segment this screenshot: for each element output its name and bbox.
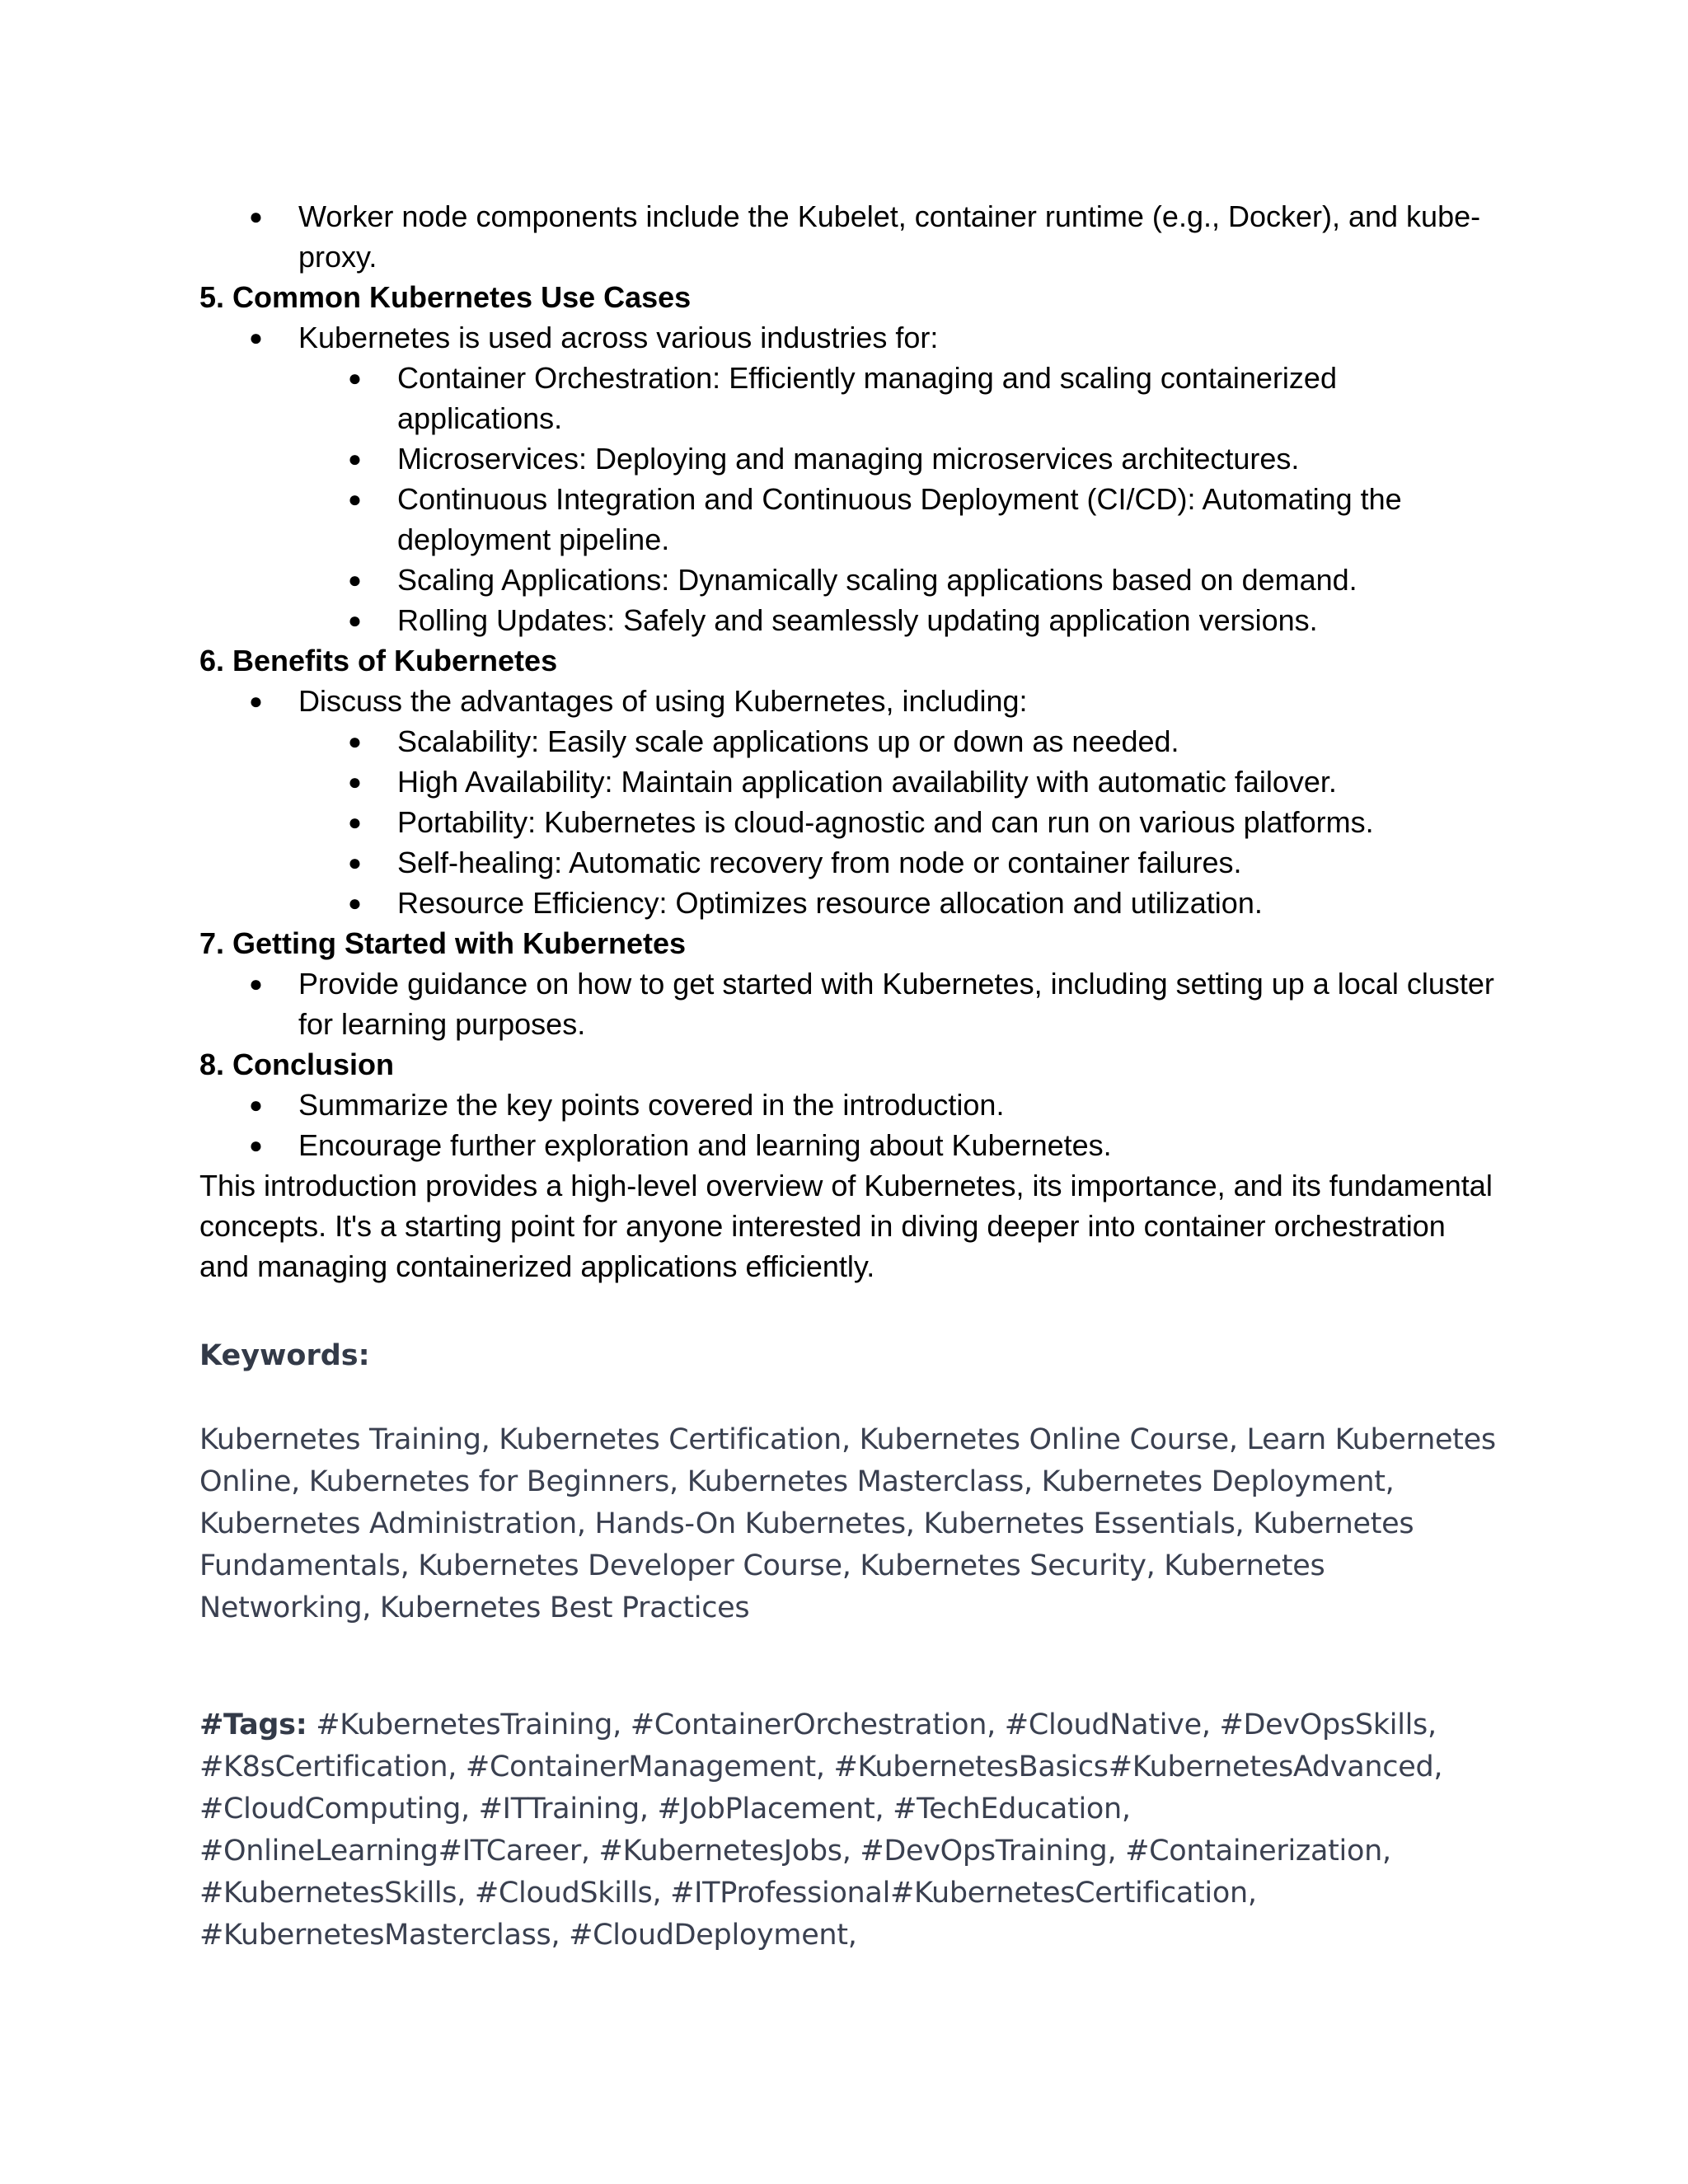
bullet-icon: ● (348, 809, 362, 835)
list-item (199, 600, 1502, 640)
list-item-text: Continuous Integration and Continuous Deployment (CI/CD): Automating the deployment pipeline. (397, 482, 1402, 556)
document-body (199, 196, 1502, 1286)
bullet-icon: ● (249, 971, 263, 996)
section-6-list (199, 681, 1502, 721)
bullet-icon: ● (348, 890, 362, 916)
list-item (199, 479, 1502, 560)
tags-paragraph (199, 1704, 1502, 1957)
list-item (199, 1085, 1502, 1125)
bullet-icon: ● (348, 729, 362, 754)
bullet-icon: ● (348, 365, 362, 391)
list-item-text: Scaling Applications: Dynamically scaling applications based on demand. (397, 563, 1357, 597)
section-8-list (199, 1085, 1502, 1165)
list-item-text: Self-healing: Automatic recovery from node or container failures. (397, 846, 1242, 879)
bullet-icon: ● (348, 486, 362, 512)
list-item-text: Kubernetes is used across various industries for: (298, 321, 939, 354)
bullet-icon: ● (249, 688, 263, 714)
section-heading-8: 8. Conclusion (199, 1047, 395, 1081)
list-item (199, 721, 1502, 762)
list-item-text: Microservices: Deploying and managing microservices architectures. (397, 442, 1300, 476)
section-7-list (199, 963, 1502, 1044)
bullet-icon: ● (249, 1092, 263, 1118)
keywords-heading: Keywords: (199, 1339, 370, 1372)
tags-label: #Tags: (199, 1708, 307, 1741)
list-item (199, 681, 1502, 721)
list-item-text: Rolling Updates: Safely and seamlessly updating application versions. (397, 603, 1318, 637)
list-item (199, 317, 1502, 358)
section-heading-7: 7. Getting Started with Kubernetes (199, 926, 687, 960)
worker-list (199, 196, 1502, 277)
bullet-icon: ● (249, 325, 263, 350)
list-item (199, 358, 1502, 438)
bullet-icon: ● (348, 850, 362, 875)
list-item (199, 560, 1502, 600)
keywords-text: Kubernetes Training, Kubernetes Certification, Kubernetes Online Course, Learn Kubernetes Online, Kubernetes for Beginners, Kubernetes Masterclass, Kubernetes Deployment, Kubernetes Administration, Hands-On Kubernetes, Kubernetes Essentials, Kubernetes Fundamentals, Kubernetes Developer Course, Kubernetes Security, Kubernetes Networking, Kubernetes Best Practices (199, 1423, 1496, 1624)
bullet-icon: ● (249, 204, 263, 229)
bullet-icon: ● (348, 769, 362, 794)
list-item (199, 762, 1502, 802)
list-item-text: Encourage further exploration and learning about Kubernetes. (298, 1128, 1112, 1162)
section-5-sublist (199, 358, 1502, 640)
tags-text: #KubernetesTraining, #ContainerOrchestration, #CloudNative, #DevOpsSkills, #K8sCertification, #ContainerManagement, #KubernetesBasics#KubernetesAdvanced, #CloudComputing, #ITTraining, #JobPlacement, #TechEducation, #OnlineLearning#ITCareer, #KubernetesJobs, #DevOpsTraining, #Containerization, #KubernetesSkills, #CloudSkills, #ITProfessional#KubernetesCertification, #KubernetesMasterclass, #CloudDeployment, (199, 1708, 1443, 1952)
list-item (199, 438, 1502, 479)
list-item (199, 196, 1502, 277)
list-item-text: Resource Efficiency: Optimizes resource allocation and utilization. (397, 886, 1263, 920)
list-item-text: High Availability: Maintain application availability with automatic failover. (397, 765, 1337, 799)
section-6-sublist (199, 721, 1502, 923)
list-item-text: Discuss the advantages of using Kubernetes, including: (298, 684, 1028, 718)
list-item-text: Summarize the key points covered in the introduction. (298, 1088, 1005, 1122)
section-heading-6: 6. Benefits of Kubernetes (199, 644, 558, 677)
section-5-list (199, 317, 1502, 358)
list-item (199, 842, 1502, 883)
bullet-icon: ● (348, 567, 362, 593)
list-item (199, 802, 1502, 842)
list-item-text: Provide guidance on how to get started with Kubernetes, including setting up a local cluster for learning purposes. (298, 967, 1494, 1041)
bullet-icon: ● (348, 446, 362, 471)
list-item (199, 883, 1502, 923)
summary-paragraph: This introduction provides a high-level overview of Kubernetes, its importance, and its fundamental concepts. It's a starting point for anyone interested in diving deeper into container orchestration and managing containerized applications efficiently. (199, 1169, 1493, 1283)
section-heading-5: 5. Common Kubernetes Use Cases (199, 280, 692, 314)
bullet-icon: ● (249, 1132, 263, 1158)
list-item (199, 1125, 1502, 1165)
list-item-text: Portability: Kubernetes is cloud-agnostic and can run on various platforms. (397, 805, 1374, 839)
bullet-icon: ● (348, 607, 362, 633)
list-item-text: Worker node components include the Kubelet, container runtime (e.g., Docker), and kube-proxy. (298, 199, 1481, 274)
list-item-text: Container Orchestration: Efficiently managing and scaling containerized applications. (397, 361, 1337, 435)
list-item (199, 963, 1502, 1044)
list-item-text: Scalability: Easily scale applications up or down as needed. (397, 724, 1179, 758)
